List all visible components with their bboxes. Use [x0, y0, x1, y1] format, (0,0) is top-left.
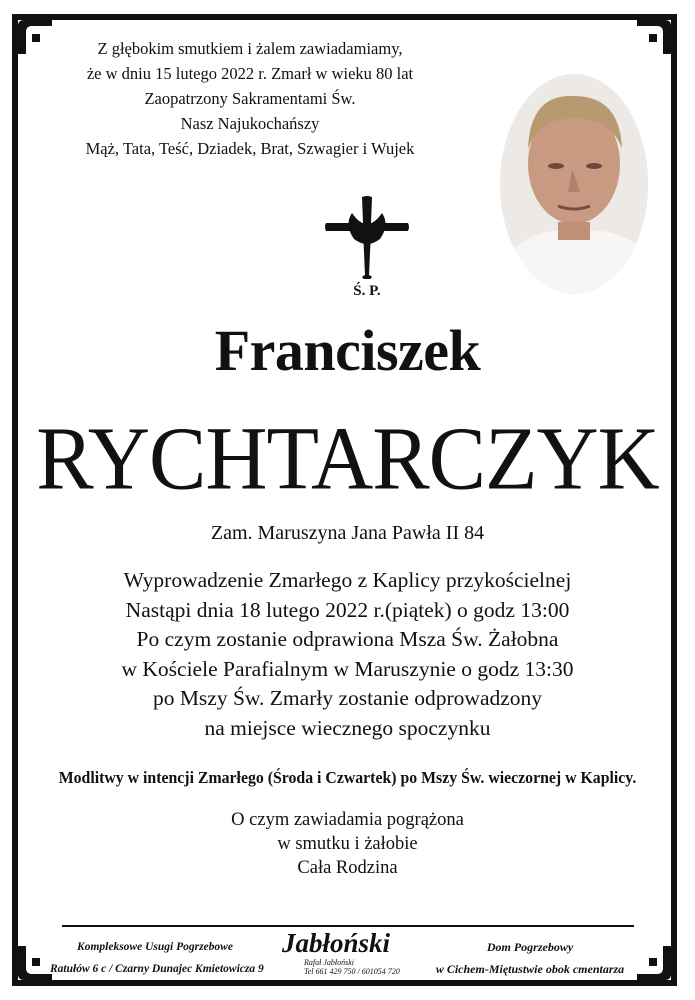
corner-ornament-icon — [637, 946, 671, 980]
intro-line: Mąż, Tata, Teść, Dziadek, Brat, Szwagier i Wujek — [85, 139, 415, 158]
intro-line: że w dniu 15 lutego 2022 r. Zmarł w wieku 80 lat — [86, 64, 414, 83]
closing-line: Cała Rodzina — [297, 858, 398, 878]
footer-services — [50, 936, 264, 980]
footer-funeral-home — [420, 936, 640, 980]
logo-name: Jabłoński — [282, 928, 391, 958]
logo-owner: Rafał Jabłoński — [304, 958, 354, 967]
prayers-notice: Modlitwy w intencji Zmarłego (Środa i Czwartek) po Mszy Św. wieczornej w Kaplicy. — [58, 768, 637, 787]
deceased-first-name: Franciszek — [214, 318, 481, 383]
corner-ornament-icon — [18, 20, 52, 54]
funeral-line: w Kościele Parafialnym w Maruszynie o godz 13:30 — [121, 656, 574, 681]
intro-line: Zaopatrzony Sakramentami Św. — [144, 89, 356, 108]
funeral-line: po Mszy Św. Zmarły zostanie odprowadzony — [152, 686, 543, 710]
funeral-home-logo — [282, 928, 412, 977]
closing-line: w smutku i żałobie — [277, 834, 418, 854]
funeral-details — [40, 566, 655, 743]
deceased-last-name: RYCHTARCZYK — [36, 407, 659, 509]
footer-left-line: Ratułów 6 c / Czarny Dunajec Kmietowicza 9 — [50, 963, 264, 975]
announcement-intro — [60, 36, 440, 161]
logo-phone: Tel 661 429 750 / 601054 720 — [304, 967, 400, 976]
deceased-address: Zam. Maruszyna Jana Pawła II 84 — [210, 522, 485, 544]
footer-divider — [62, 925, 634, 927]
funeral-line: Nastąpi dnia 18 lutego 2022 r.(piątek) o godz 13:00 — [125, 597, 570, 622]
footer-right-line: Dom Pogrzebowy — [486, 940, 574, 954]
closing-line: O czym zawiadamia pogrążona — [231, 810, 464, 830]
corner-ornament-icon — [637, 20, 671, 54]
funeral-line: Wyprowadzenie Zmarłego z Kaplicy przykościelnej — [123, 568, 572, 592]
cross-icon — [322, 195, 412, 298]
sp-letters: Ś. P. — [353, 283, 381, 298]
funeral-line: Po czym zostanie odprawiona Msza Św. Żałobna — [136, 627, 559, 651]
footer-left-line: Kompleksowe Usugi Pogrzebowe — [77, 941, 233, 953]
funeral-line: na miejsce wiecznego spoczynku — [204, 715, 491, 740]
closing-signature — [0, 808, 695, 880]
intro-line: Nasz Najukochańszy — [180, 114, 320, 133]
corner-ornament-icon — [18, 946, 52, 980]
footer-right-line: w Cichem-Miętustwie obok cmentarza — [435, 962, 625, 976]
portrait-photo — [500, 74, 648, 294]
intro-line: Z głębokim smutkiem i żalem zawiadamiamy, — [97, 39, 403, 58]
